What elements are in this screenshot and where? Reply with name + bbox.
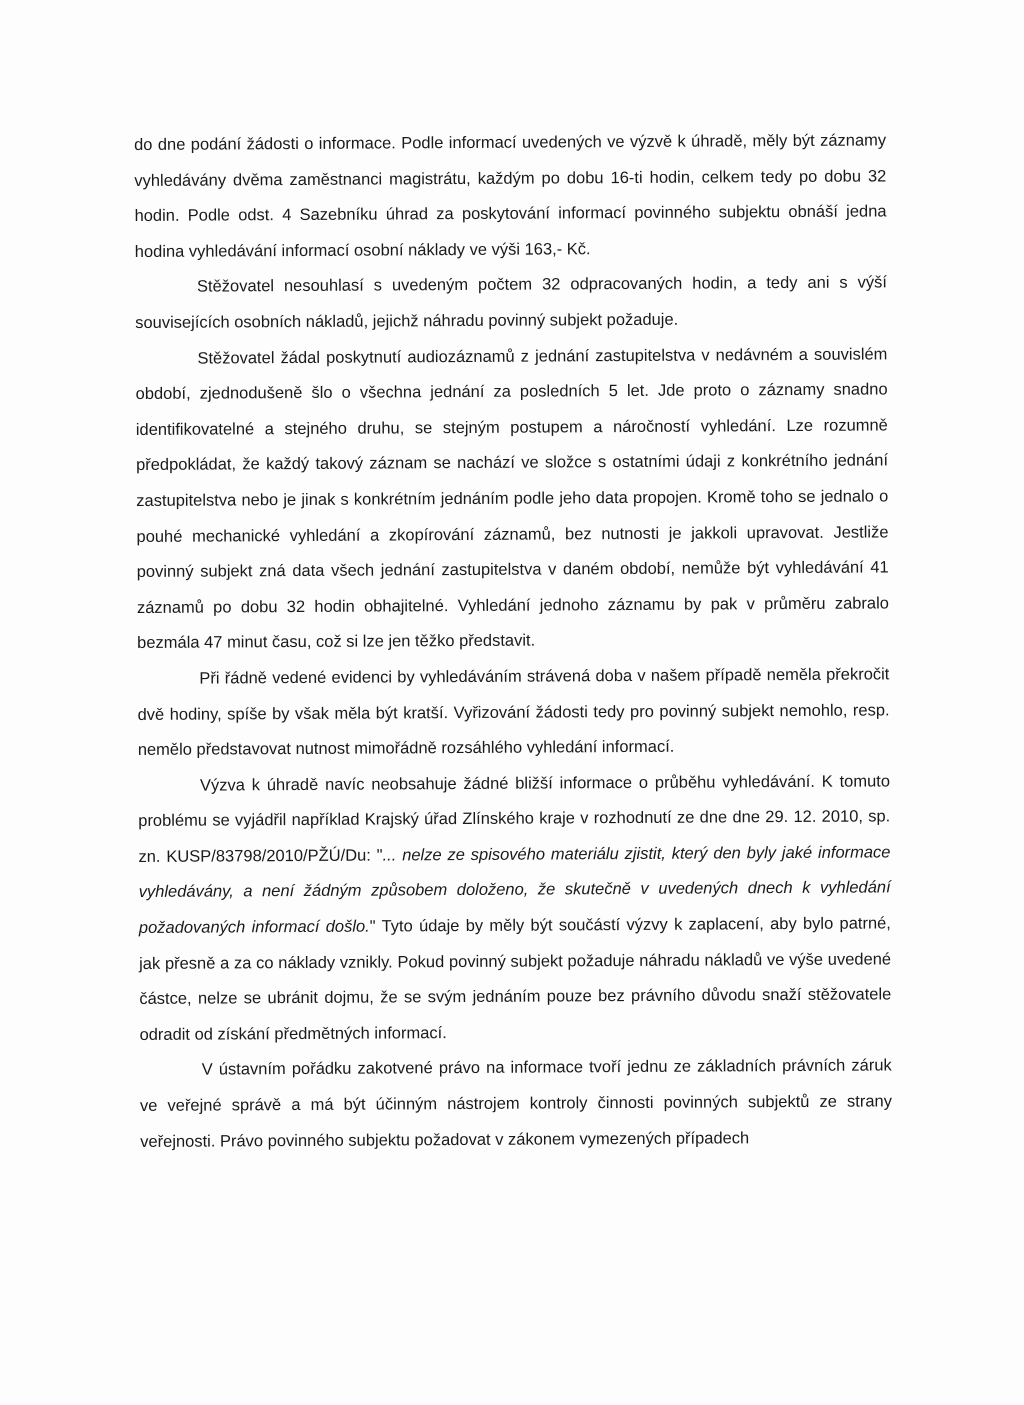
paragraph-4: Při řádně vedené evidenci by vyhledáváním strávená doba v našem případě neměla překročit dvě hodiny, spíše by však měla být kratší. Vyřizování žádosti tedy pro povinný subjekt nemohlo, resp. nemělo představovat nutnost mimořádně rozsáhlého vyhledání informací. [137, 665, 890, 760]
paragraph-5-quote-italic: ... nelze ze spisového materiálu zjistit, který den byly jaké informace vyhledávány, a není žádným způsobem doloženo, že skutečně v uvedených dnech k vyhledání požadovaných informací došlo. [138, 843, 891, 938]
paragraph-5-text-after: " Tyto údaje by měly být součástí výzvy k zaplacení, aby bylo patrné, jak přesně a za co náklady vznikly. Pokud povinný subjekt požaduje náhradu nákladů ve výše uvedené částce, nelze se ubránit dojmu, že se svým jednáním pouze bez právního důvodu snaží stěžovatele odradit od získání předmětných informací. [139, 914, 892, 1044]
paragraph-2: Stěžovatel nesouhlasí s uvedeným počtem 32 odpracovaných hodin, a tedy ani s výší souvisejících osobních nákladů, jejichž náhradu povinný subjekt požaduje. [135, 273, 888, 332]
paragraph-5 [138, 764, 892, 1053]
document-body [134, 123, 892, 1160]
paragraph-1: do dne podání žádosti o informace. Podle informací uvedených ve výzvě k úhradě, měly být záznamy vyhledávány dvěma zaměstnanci magistrátu, každým po dobu 16-ti hodin, celkem tedy po dobu 32 hodin. Podle odst. 4 Sazebníku úhrad za poskytování informací povinného subjektu obnáší jedna hodina vyhledávání informací osobní náklady ve výši 163,- Kč. [134, 131, 887, 261]
paragraph-3: Stěžovatel žádal poskytnutí audiozáznamů z jednání zastupitelstva v nedávném a souvislém období, zjednodušeně šlo o všechna jednání za posledních 5 let. Jde proto o záznamy snadno identifikovatelné a stejného druhu, se stejným postupem a náročností vyhledání. Lze rozumně předpokládat, že každý takový záznam se nachází ve složce s ostatními údaji z konkrétního jednání zastupitelstva nebo je jinak s konkrétním jednáním podle jeho data propojen. Kromě toho se jednalo o pouhé mechanické vyhledání a zkopírování záznamů, bez nutnosti je jakkoli upravovat. Jestliže povinný subjekt zná data všech jednání zastupitelstva v daném období, nemůže být vyhledávání 41 záznamů po dobu 32 hodin obhajitelné. Vyhledání jednoho záznamu by pak v průměru zabralo bezmála 47 minut času, což si lze jen těžko představit. [135, 344, 889, 653]
paragraph-5-text-before: Výzva k úhradě navíc neobsahuje žádné bližší informace o průběhu vyhledávání. K tomuto problému se vyjádřil například Krajský úřad Zlínského kraje v rozhodnutí ze dne dne 29. 12. 2010, sp. zn. KUSP/83798/2010/PŽÚ/Du: " [138, 772, 891, 866]
paragraph-6: V ústavním pořádku zakotvené právo na informace tvoří jednu ze základních právních záruk ve veřejné správě a má být účinným nástrojem kontroly činnosti povinných subjektů ze strany veřejnosti. Právo povinného subjektu požadovat v zákonem vymezených případech [139, 1056, 893, 1151]
